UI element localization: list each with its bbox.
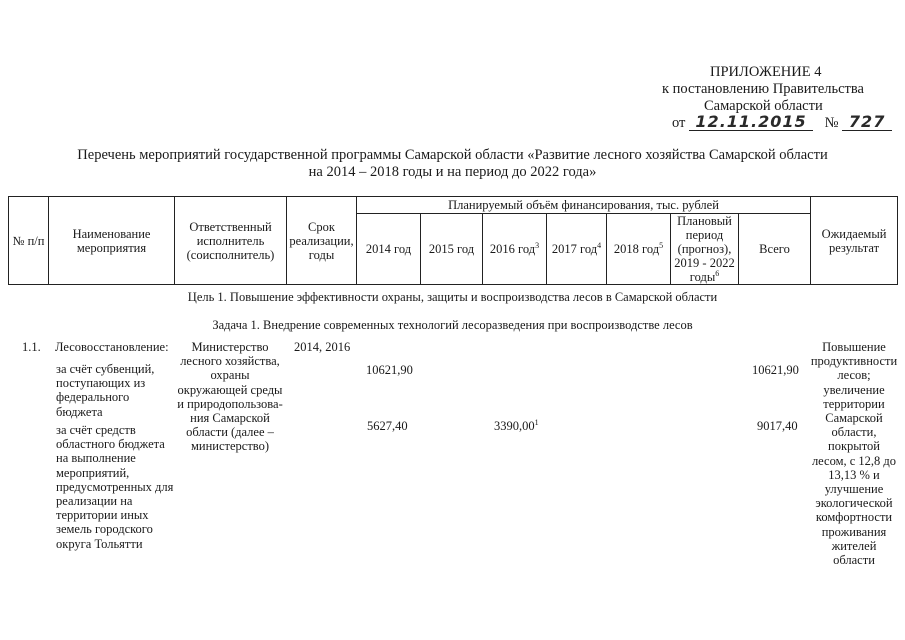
row-sub2-2014: 5627,40: [367, 419, 408, 433]
col-header-2015: 2015 год: [421, 214, 483, 285]
row-sub2-name: за счёт средств областного бюджета на выполнение мероприятий, предусмотренных для реализации на территории иных земель городского округа Тольятти: [56, 423, 174, 551]
from-label: от: [672, 115, 686, 131]
row-term: 2014, 2016: [294, 340, 351, 354]
doc-title-line1: Перечень мероприятий государственной программы Самарской области «Развитие лесного хозяйства Самарской области: [77, 147, 828, 163]
footnote-mark: 3: [535, 240, 540, 250]
row-sub1-total: 10621,90: [752, 363, 799, 377]
footnote-mark: 1: [534, 417, 539, 427]
col-header-total: Всего: [739, 214, 811, 285]
row-sub1-name: за счёт субвенций, поступающих из федерального бюджета: [56, 362, 155, 419]
footnote-mark: 5: [659, 240, 664, 250]
row-number: 1.1.: [22, 340, 41, 354]
row-executor: Министерство лесного хозяйства, охраны окружающей среды и природопользова-ния Самарской области (далее – министерство): [177, 340, 283, 454]
handwritten-number: 727: [842, 113, 892, 131]
col-header-2018: 2018 год$^5$: [607, 214, 671, 285]
col-header-no: № п/п: [9, 197, 49, 285]
appendix-date-line: [672, 113, 892, 132]
col-header-planned: Плановый период (прогноз), 2019 - 2022 годы$^6$: [671, 214, 739, 285]
goal-heading: Цель 1. Повышение эффективности охраны, защиты и воспроизводства лесов в Самарской области: [187, 290, 718, 304]
row-sub1-2014: 10621,90: [366, 363, 413, 377]
row-sub2-2016: 3390,00$^1$: [494, 417, 539, 433]
appendix-title: ПРИЛОЖЕНИЕ 4: [710, 64, 822, 80]
footnote-mark: 4: [597, 240, 602, 250]
doc-title-line2: на 2014 – 2018 годы и на период до 2022 года»: [308, 164, 597, 180]
row-name-title: Лесовосстановление:: [55, 340, 169, 354]
appendix-line2: Самарской области: [704, 98, 823, 114]
col-header-term: Срок реализации, годы: [287, 197, 357, 285]
col-header-financing: Планируемый объём финансирования, тыс. рублей: [357, 197, 811, 214]
col-header-executor: Ответственный исполнитель (соисполнитель): [175, 197, 287, 285]
col-header-result: Ожидаемый результат: [811, 197, 898, 285]
col-header-2014: 2014 год: [357, 214, 421, 285]
handwritten-date: 12.11.2015: [689, 113, 813, 131]
col-header-name: Наименование мероприятия: [49, 197, 175, 285]
table-header: [8, 196, 898, 285]
footnote-mark: 6: [715, 268, 720, 278]
col-header-2017: 2017 год$^4$: [547, 214, 607, 285]
row-result: Повышение продуктивности лесов; увеличение территории Самарской области, покрытой лесом, с 12,8 до 13,13 % и улучшение экологической комфортности проживания жителей области: [810, 340, 898, 568]
col-header-2016: 2016 год$^3$: [483, 214, 547, 285]
number-label: №: [824, 115, 839, 131]
row-sub2-total: 9017,40: [757, 419, 798, 433]
appendix-line1: к постановлению Правительства: [662, 81, 864, 97]
task-heading: Задача 1. Внедрение современных технологий лесоразведения при воспроизводстве лесов: [212, 318, 693, 332]
